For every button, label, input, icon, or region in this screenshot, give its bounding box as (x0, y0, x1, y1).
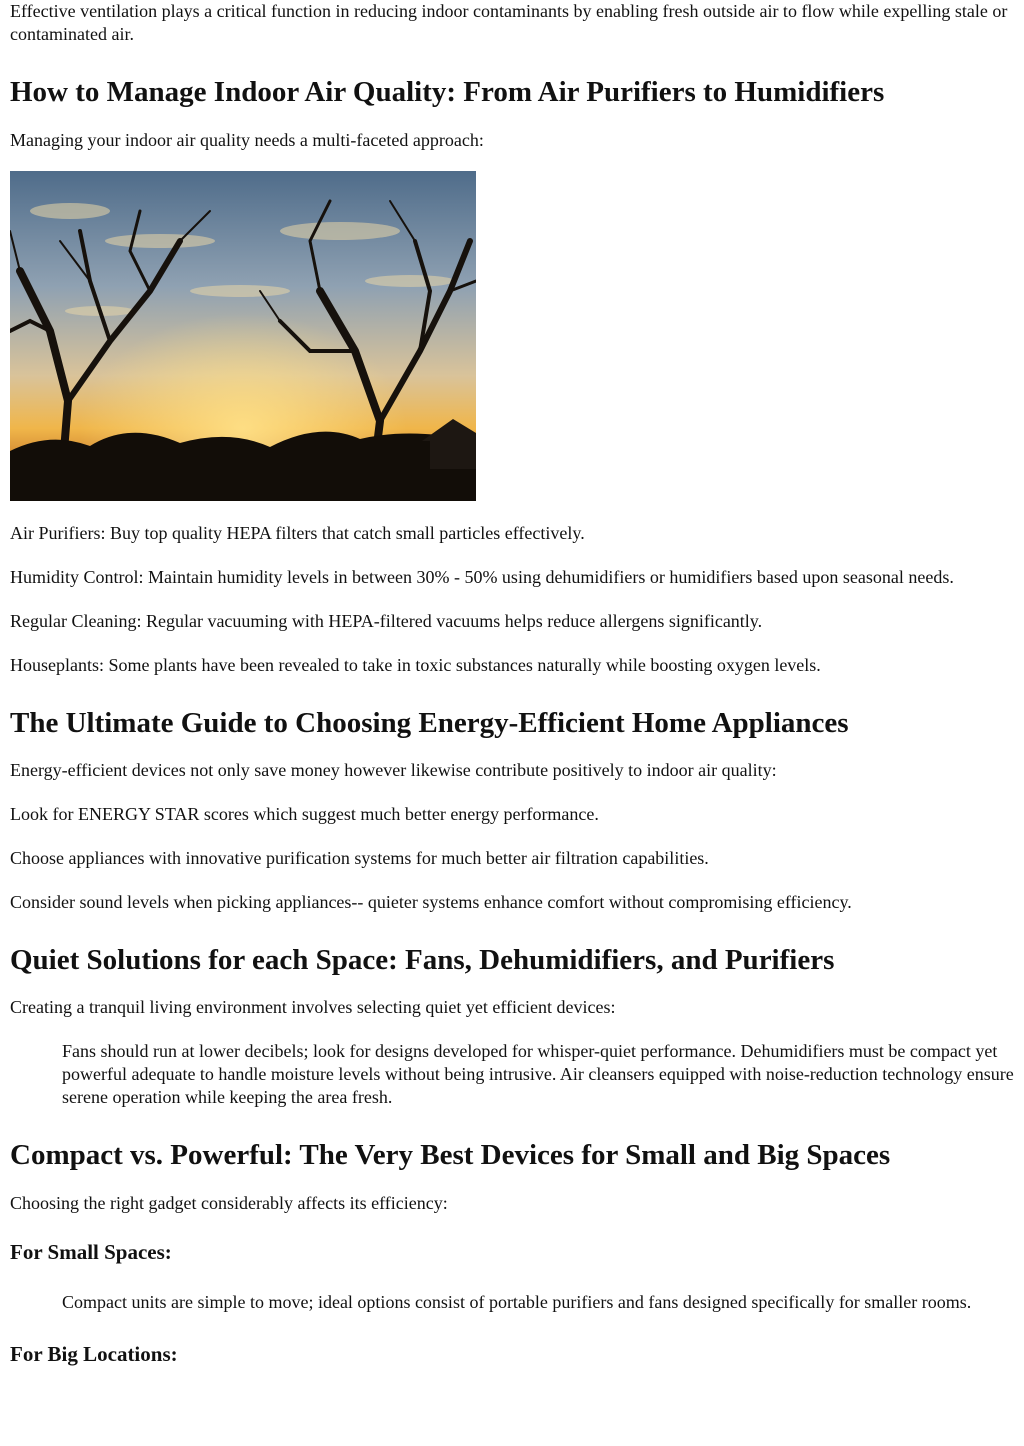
list-item: Humidity Control: Maintain humidity levels in between 30% - 50% using dehumidifiers or humidifiers based upon seasonal needs. (10, 567, 954, 587)
section-lead: Energy-efficient devices not only save money however likewise contribute positively to indoor air quality: (10, 760, 777, 780)
section-lead: Managing your indoor air quality needs a multi-faceted approach: (10, 130, 484, 150)
list-item: Consider sound levels when picking appliances-- quieter systems enhance comfort without compromising efficiency. (10, 892, 852, 912)
subheading-small-spaces: For Small Spaces: (10, 1240, 172, 1264)
list-item: Houseplants: Some plants have been revealed to take in toxic substances naturally while boosting oxygen levels. (10, 655, 821, 675)
intro-paragraph: Effective ventilation plays a critical function in reducing indoor contaminants by enabling fresh outside air to flow while expelling stale or contaminated air. (10, 1, 1008, 44)
list-item: Look for ENERGY STAR scores which suggest much better energy performance. (10, 804, 599, 824)
subheading-big-locations: For Big Locations: (10, 1342, 178, 1366)
section-heading-air-quality: How to Manage Indoor Air Quality: From Air Purifiers to Humidifiers (10, 76, 885, 108)
blockquote: Fans should run at lower decibels; look for designs developed for whisper-quiet performance. Dehumidifiers must be compact yet powerful adequate to handle moisture levels without being intrusive. Air cleansers equipped with noise-reduction technology ensure serene operation while keeping the area fresh. (62, 1041, 1014, 1107)
section-heading-quiet-solutions: Quiet Solutions for each Space: Fans, Dehumidifiers, and Purifiers (10, 944, 835, 976)
list-item: Choose appliances with innovative purification systems for much better air filtration capabilities. (10, 848, 709, 868)
article (10, 0, 1014, 1367)
blockquote: Compact units are simple to move; ideal options consist of portable purifiers and fans designed specifically for smaller rooms. (62, 1292, 972, 1312)
sunset-trees-photo (10, 171, 1014, 501)
list-item: Regular Cleaning: Regular vacuuming with HEPA-filtered vacuums helps reduce allergens significantly. (10, 611, 763, 631)
section-lead: Creating a tranquil living environment involves selecting quiet yet efficient devices: (10, 997, 616, 1017)
section-heading-compact-vs-powerful: Compact vs. Powerful: The Very Best Devices for Small and Big Spaces (10, 1139, 891, 1171)
section-lead: Choosing the right gadget considerably affects its efficiency: (10, 1193, 448, 1213)
list-item: Air Purifiers: Buy top quality HEPA filters that catch small particles effectively. (10, 523, 585, 543)
section-heading-energy-efficient: The Ultimate Guide to Choosing Energy-Efficient Home Appliances (10, 707, 849, 739)
